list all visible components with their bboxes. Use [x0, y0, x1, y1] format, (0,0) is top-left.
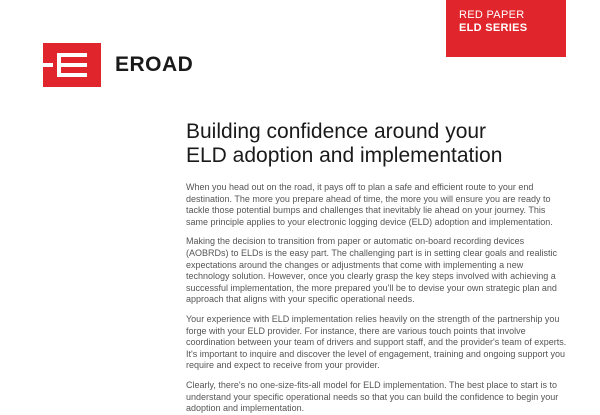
document-type-tag — [446, 0, 566, 57]
paragraph: When you head out on the road, it pays off to plan a safe and efficient route to your end destination. The more you prepare ahead of time, the more you will ensure you are ready to tackle those potential bumps and challenges that inevitably lie ahead on your journey. This same principle applies to your electronic logging device (ELD) adoption and implementation. — [186, 182, 553, 227]
paragraph: Your experience with ELD implementation relies heavily on the strength of the partnership you forge with your ELD provider. For instance, there are various touch points that involve coordination between your team of drivers and support staff, and the provider's team of experts. It's important to inquire and discover the level of engagement, training and ongoing support you require and expect to receive from your provider. — [186, 313, 567, 371]
paragraph: Clearly, there's no one-size-fits-all model for ELD implementation. The best place to start is to understand your specific operational needs so that you can build the confidence to begin your adoption and implementation. — [186, 379, 559, 414]
tag-label-eld-series: ELD SERIES — [459, 22, 528, 34]
paragraph: Making the decision to transition from paper or automatic on-board recording devices (AOBRDs) to ELDs is the easy part. The challenging part is in setting clear goals and realistic expectations around the changes or adjustments that come with implementing a new technology solution. However, once you clearly grasp the key steps involved with achieving a successful implementation, the more prepared you'll be to devise your own strategic plan and approach that aligns with your specific operational needs. — [186, 236, 558, 305]
title-line-2: ELD adoption and implementation — [186, 144, 503, 167]
body-text — [186, 182, 568, 414]
brand-name: EROAD — [115, 53, 194, 76]
page-title — [186, 120, 566, 168]
tag-label-red-paper: RED PAPER — [459, 9, 525, 21]
eroad-logo-icon — [43, 43, 101, 87]
title-line-1: Building confidence around your — [186, 120, 487, 143]
